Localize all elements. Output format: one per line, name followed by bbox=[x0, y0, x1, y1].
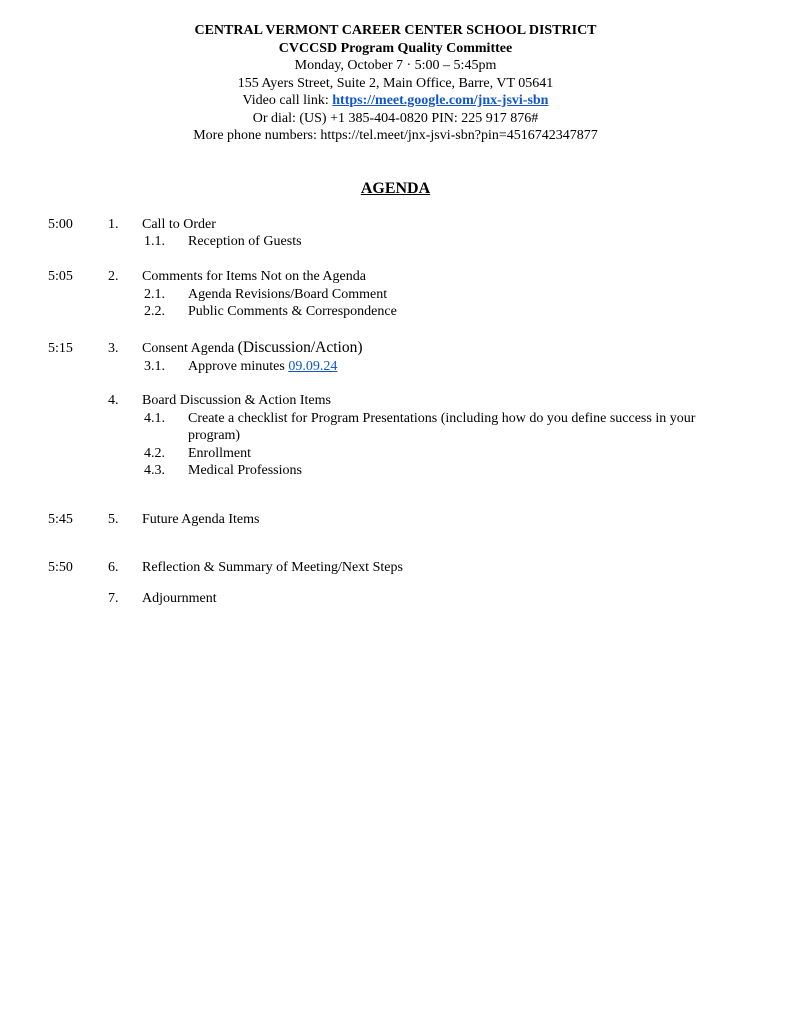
dial-in-line: Or dial: (US) +1 385-404-0820 PIN: 225 917 876# bbox=[252, 110, 539, 126]
agenda-title: AGENDA bbox=[360, 180, 431, 197]
item-number: 7. bbox=[108, 591, 119, 606]
item-time: 5:50 bbox=[48, 560, 73, 575]
item-title bbox=[142, 339, 363, 357]
subitem-title: Create a checklist for Program Presentations (including how do you define success in your program) bbox=[188, 411, 696, 443]
subitem-title: Medical Professions bbox=[188, 463, 302, 478]
subitem-number: 4.2. bbox=[144, 446, 165, 461]
item-number: 6. bbox=[108, 560, 119, 575]
video-call-line bbox=[0, 92, 791, 110]
item-title: Future Agenda Items bbox=[142, 512, 260, 527]
subitem-number: 4.3. bbox=[144, 463, 165, 478]
meeting-header bbox=[0, 22, 791, 145]
subitem-number: 2.1. bbox=[144, 287, 165, 302]
item-title: Adjournment bbox=[142, 591, 217, 606]
video-call-link[interactable]: https://meet.google.com/jnx-jsvi-sbn bbox=[332, 93, 549, 108]
minutes-link[interactable]: 09.09.24 bbox=[288, 359, 338, 374]
item-number: 3. bbox=[108, 341, 119, 356]
more-phone-numbers: More phone numbers: https://tel.meet/jnx-jsvi-sbn?pin=4516742347877 bbox=[193, 128, 598, 143]
subitem-title: Reception of Guests bbox=[188, 234, 302, 249]
item-number: 4. bbox=[108, 393, 119, 408]
meeting-address: 155 Ayers Street, Suite 2, Main Office, Barre, VT 05641 bbox=[237, 75, 554, 91]
committee-name: CVCCSD Program Quality Committee bbox=[278, 40, 513, 56]
subitem-number: 1.1. bbox=[144, 234, 165, 249]
item-title: Call to Order bbox=[142, 217, 216, 232]
subitem-title: Public Comments & Correspondence bbox=[188, 304, 397, 319]
subitem-number: 3.1. bbox=[144, 359, 165, 374]
org-name: CENTRAL VERMONT CAREER CENTER SCHOOL DISTRICT bbox=[194, 23, 597, 38]
subitem-number: 2.2. bbox=[144, 304, 165, 319]
meeting-datetime: Monday, October 7 · 5:00 – 5:45pm bbox=[294, 58, 497, 73]
item-number: 1. bbox=[108, 217, 119, 232]
item-number: 2. bbox=[108, 269, 119, 284]
video-call-label: Video call link: bbox=[242, 93, 333, 108]
item-title: Comments for Items Not on the Agenda bbox=[142, 269, 366, 284]
item-title: Board Discussion & Action Items bbox=[142, 393, 331, 408]
subitem-title: Agenda Revisions/Board Comment bbox=[188, 287, 388, 302]
item-time: 5:15 bbox=[48, 341, 73, 356]
item-title: Reflection & Summary of Meeting/Next Steps bbox=[142, 560, 403, 575]
item-title-extra: (Discussion/Action) bbox=[237, 339, 363, 356]
item-title-main: Consent Agenda bbox=[142, 341, 238, 356]
item-time: 5:05 bbox=[48, 269, 73, 284]
subitem-title: Enrollment bbox=[188, 446, 251, 461]
subitem-title-text: Approve minutes bbox=[188, 359, 289, 374]
item-time: 5:45 bbox=[48, 512, 73, 527]
item-number: 5. bbox=[108, 512, 119, 527]
subitem-number: 4.1. bbox=[144, 411, 165, 426]
item-time: 5:00 bbox=[48, 217, 73, 232]
subitem-title bbox=[188, 358, 337, 375]
